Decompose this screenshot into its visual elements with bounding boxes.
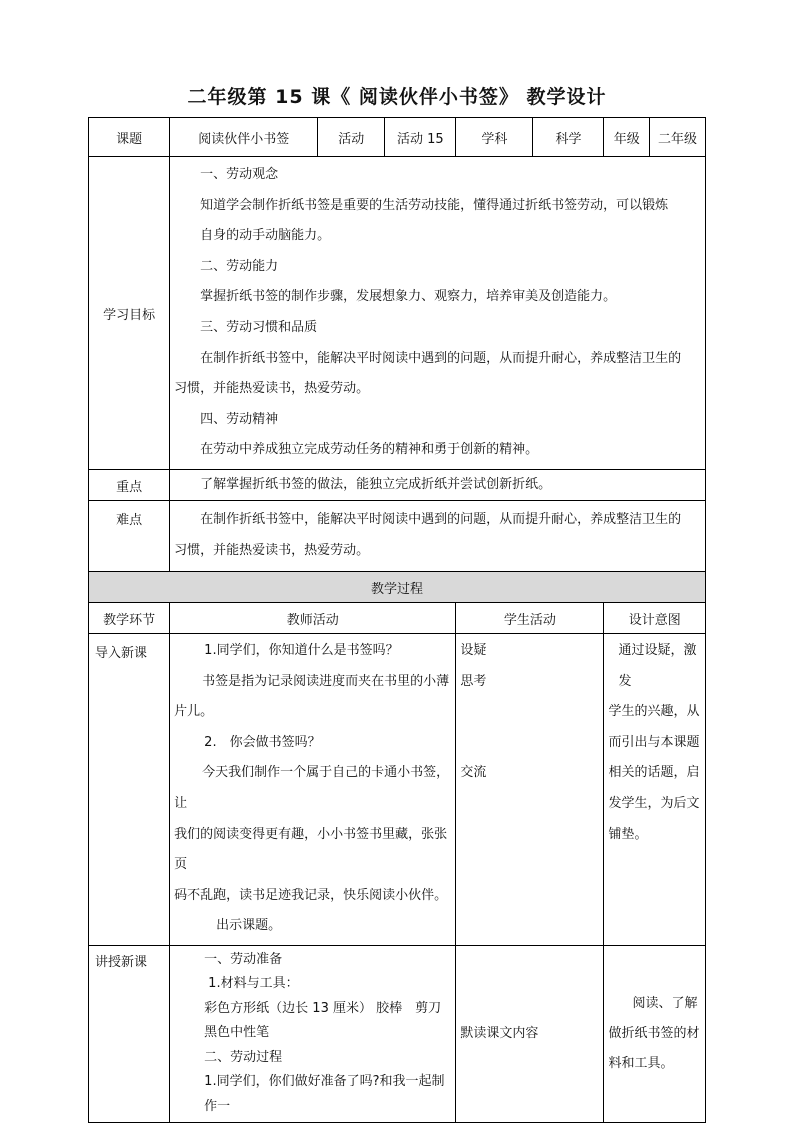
teacher-line: 2. 你会做书签吗？: [204, 734, 321, 750]
objective-line: 三、劳动习惯和品质: [200, 320, 318, 335]
lesson-label: 课题: [89, 118, 170, 157]
intent-line: 发学生，为后文: [608, 795, 700, 811]
student-line: [460, 697, 599, 728]
lesson-plan-table: [88, 117, 706, 1123]
teacher-line: 片儿。: [174, 704, 214, 720]
process-title: 教学过程: [89, 572, 706, 603]
teacher-line: 彩色方形纸（边长 13 厘米） 胶棒 剪刀: [204, 1000, 442, 1016]
teacher-line: 1.同学们，你知道什么是书签吗？: [204, 643, 399, 658]
difficulty-label: 难点: [89, 501, 170, 572]
objective-line: 二、劳动能力: [200, 258, 279, 274]
objective-line: 一、劳动观念: [200, 167, 279, 183]
grade-value: 二年级: [650, 118, 706, 157]
student-line: 设疑: [460, 643, 487, 658]
intent-intro: [604, 634, 706, 946]
teacher-line: 二、劳动过程: [204, 1049, 283, 1065]
teacher-line: 一、劳动准备: [204, 951, 283, 967]
objective-line: 四、劳动精神: [200, 411, 279, 427]
student-intro: [456, 634, 604, 946]
student-line: 思考: [460, 673, 487, 689]
activity-value: 活动 15: [385, 118, 456, 157]
intent-line: 铺垫。: [608, 826, 648, 842]
student-line: [460, 728, 599, 759]
teacher-line: 1.同学们，你们做好准备了吗?和我一起制作一: [204, 1074, 445, 1114]
stage-teach: 讲授新课: [89, 945, 170, 1123]
teacher-line: 我们的阅读变得更有趣，小小书签书里藏，张张页: [174, 826, 448, 873]
objective-line: 掌握折纸书签的制作步骤，发展想象力、观察力，培养审美及创造能力。: [200, 289, 617, 305]
objective-line: 在劳动中养成独立完成劳动任务的精神和勇于创新的精神。: [200, 442, 539, 458]
intent-line: 通过设疑，激发: [618, 643, 697, 689]
difficulty-line: 在制作折纸书签中，能解决平时阅读中遇到的问题，从而提升耐心，养成整洁卫生的: [200, 512, 682, 528]
key-point-row: [89, 470, 706, 501]
subject-value: 科学: [533, 118, 604, 157]
col-teacher: 教师活动: [170, 603, 456, 634]
grade-label: 年级: [604, 118, 650, 157]
col-intent: 设计意图: [604, 603, 706, 634]
objectives-label: 学习目标: [89, 157, 170, 470]
objective-line: 习惯，并能热爱读书，热爱劳动。: [174, 381, 370, 397]
teacher-line: 今天我们制作一个属于自己的卡通小书签，让: [174, 765, 450, 811]
objectives-content: [170, 157, 706, 470]
difficulty-line: 习惯，并能热爱读书，热爱劳动。: [174, 543, 370, 558]
teacher-line: 出示课题。: [216, 918, 282, 934]
key-point-content: [170, 470, 706, 501]
student-line: 交流: [460, 765, 487, 781]
intent-line: 而引出与本课题: [608, 734, 700, 750]
lesson-plan-table-wrapper: [88, 117, 706, 1123]
page-title: 二年级第 15 课《 阅读伙伴小书签》 教学设计: [187, 86, 607, 108]
teacher-line: 黑色中性笔: [204, 1025, 270, 1041]
key-point-text: 了解掌握折纸书签的做法，能独立完成折纸并尝试创新折纸。: [200, 477, 552, 492]
student-teach: [456, 945, 604, 1123]
process-row-intro: [89, 634, 706, 946]
objectives-row: [89, 157, 706, 470]
difficulty-row: [89, 501, 706, 572]
stage-intro: 导入新课: [89, 634, 170, 946]
key-point-label: 重点: [89, 470, 170, 501]
lesson-value: 阅读伙伴小书签: [170, 118, 318, 157]
objective-line: 在制作折纸书签中，能解决平时阅读中遇到的问题，从而提升耐心，养成整洁卫生的: [200, 350, 682, 366]
intent-line: 做折纸书签的材: [608, 1026, 700, 1042]
process-header-row: [89, 603, 706, 634]
intent-line: 阅读、了解: [632, 996, 698, 1012]
header-row: [89, 118, 706, 157]
objective-line: 自身的动手动脑能力。: [200, 228, 331, 244]
teacher-line: 码不乱跑，读书足迹我记录，快乐阅读小伙伴。: [174, 887, 448, 903]
col-stage: 教学环节: [89, 603, 170, 634]
teacher-line: 1.材料与工具：: [208, 976, 299, 992]
process-title-row: [89, 572, 706, 603]
objective-line: 知道学会制作折纸书签是重要的生活劳动技能，懂得通过折纸书签劳动，可以锻炼: [200, 197, 669, 213]
subject-label: 学科: [456, 118, 533, 157]
intent-line: 料和工具。: [608, 1056, 674, 1072]
activity-label: 活动: [318, 118, 385, 157]
intent-teach: [604, 945, 706, 1123]
intent-line: 学生的兴趣，从: [608, 704, 700, 720]
student-line: 默读课文内容: [460, 1025, 539, 1041]
teacher-line: 书签是指为记录阅读进度而夹在书里的小薄: [202, 673, 450, 689]
difficulty-content: [170, 501, 706, 572]
col-student: 学生活动: [456, 603, 604, 634]
intent-line: 相关的话题，启: [608, 765, 700, 781]
teacher-intro: [170, 634, 456, 946]
teacher-teach: [170, 945, 456, 1123]
process-row-teach: [89, 945, 706, 1123]
